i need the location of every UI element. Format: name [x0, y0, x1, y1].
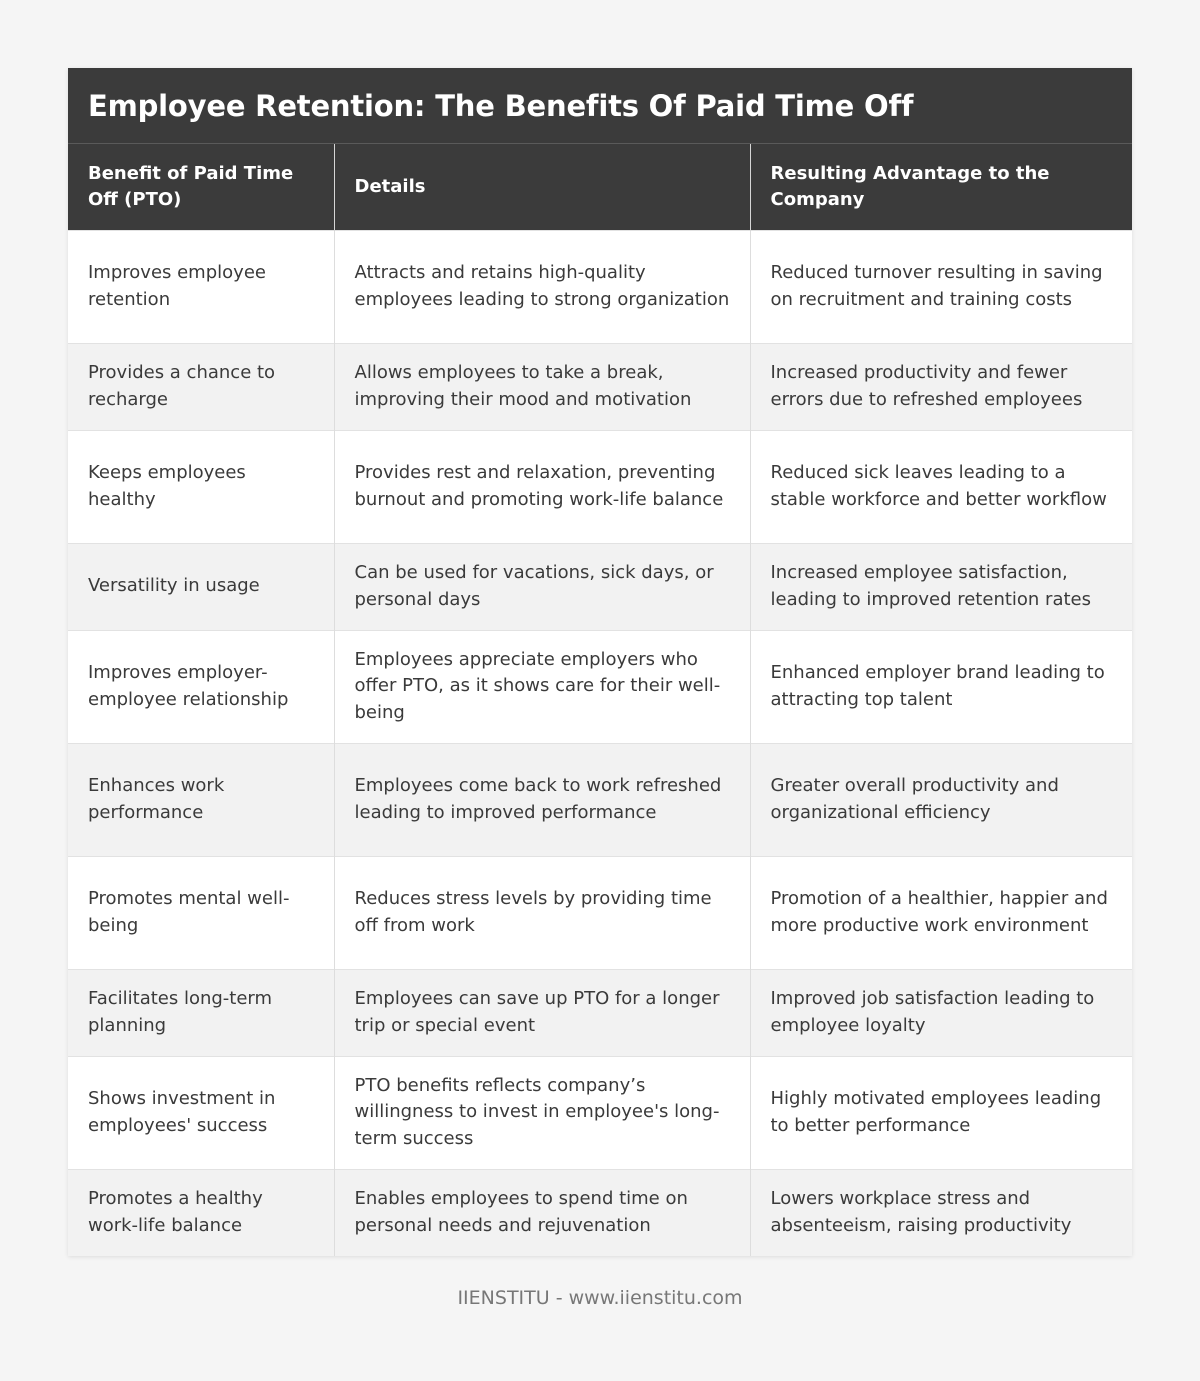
advantage-cell: Highly motivated employees leading to better performance — [750, 1056, 1132, 1169]
advantage-cell: Increased productivity and fewer errors due to refreshed employees — [750, 343, 1132, 430]
title-bar — [68, 68, 1132, 144]
details-cell: Enables employees to spend time on personal needs and rejuvenation — [334, 1169, 750, 1256]
benefit-cell: Provides a chance to recharge — [68, 343, 334, 430]
table-row — [68, 856, 1132, 969]
details-cell: Can be used for vacations, sick days, or personal days — [334, 543, 750, 630]
table-row — [68, 430, 1132, 543]
table-row — [68, 743, 1132, 856]
advantage-cell: Lowers workplace stress and absenteeism, raising productivity — [750, 1169, 1132, 1256]
advantage-cell: Reduced sick leaves leading to a stable workforce and better workflow — [750, 430, 1132, 543]
table-body — [68, 230, 1132, 1256]
details-cell: Employees can save up PTO for a longer trip or special event — [334, 969, 750, 1056]
details-cell: Employees appreciate employers who offer PTO, as it shows care for their well-being — [334, 630, 750, 743]
details-cell: Provides rest and relaxation, preventing burnout and promoting work-life balance — [334, 430, 750, 543]
benefit-cell: Facilitates long-term planning — [68, 969, 334, 1056]
advantage-cell: Greater overall productivity and organizational efficiency — [750, 743, 1132, 856]
benefit-cell: Promotes a healthy work-life balance — [68, 1169, 334, 1256]
column-header-details: Details — [334, 144, 750, 230]
column-header-advantage: Resulting Advantage to the Company — [750, 144, 1132, 230]
benefit-cell: Enhances work performance — [68, 743, 334, 856]
table-row — [68, 230, 1132, 343]
advantage-cell: Increased employee satisfaction, leading to improved retention rates — [750, 543, 1132, 630]
benefit-cell: Shows investment in employees' success — [68, 1056, 334, 1169]
footer-credit: IIENSTITU - www.iienstitu.com — [457, 1287, 743, 1309]
advantage-cell: Promotion of a healthier, happier and more productive work environment — [750, 856, 1132, 969]
advantage-cell: Reduced turnover resulting in saving on recruitment and training costs — [750, 230, 1132, 343]
table-row — [68, 543, 1132, 630]
table-row — [68, 1169, 1132, 1256]
details-cell: Employees come back to work refreshed leading to improved performance — [334, 743, 750, 856]
benefit-cell: Keeps employees healthy — [68, 430, 334, 543]
table-row — [68, 1056, 1132, 1169]
details-cell: Reduces stress levels by providing time off from work — [334, 856, 750, 969]
advantage-cell: Improved job satisfaction leading to employee loyalty — [750, 969, 1132, 1056]
benefit-cell: Improves employee retention — [68, 230, 334, 343]
details-cell: Allows employees to take a break, improving their mood and motivation — [334, 343, 750, 430]
table-card — [68, 68, 1132, 1256]
benefit-cell: Promotes mental well-being — [68, 856, 334, 969]
benefit-cell: Versatility in usage — [68, 543, 334, 630]
advantage-cell: Enhanced employer brand leading to attracting top talent — [750, 630, 1132, 743]
table-header — [68, 144, 1132, 230]
benefit-cell: Improves employer-employee relationship — [68, 630, 334, 743]
details-cell: PTO benefits reflects company’s willingness to invest in employee's long-term success — [334, 1056, 750, 1169]
pto-benefits-table — [68, 144, 1132, 1256]
table-row — [68, 630, 1132, 743]
column-header-benefit: Benefit of Paid Time Off (PTO) — [68, 144, 334, 230]
table-row — [68, 969, 1132, 1056]
header-row — [68, 144, 1132, 230]
details-cell: Attracts and retains high-quality employees leading to strong organization — [334, 230, 750, 343]
table-row — [68, 343, 1132, 430]
page-title: Employee Retention: The Benefits Of Paid Time Off — [88, 88, 914, 123]
